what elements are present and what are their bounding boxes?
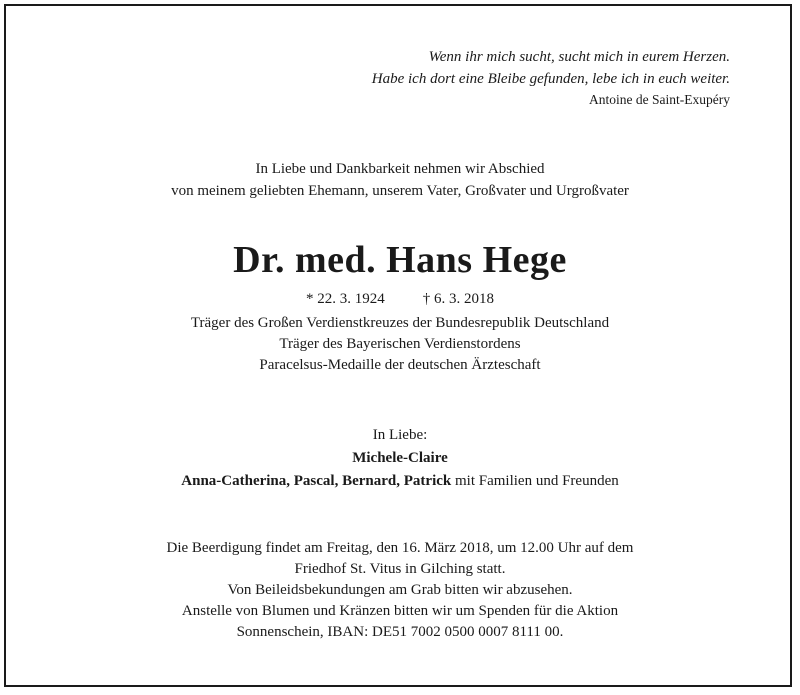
- funeral-line-1: Die Beerdigung findet am Freitag, den 16. März 2018, um 12.00 Uhr auf dem: [166, 540, 634, 556]
- quote: [130, 46, 730, 90]
- birth-date: * 22. 3. 1924: [306, 291, 385, 307]
- funeral-line-4: Anstelle von Blumen und Kränzen bitten wir um Spenden für die Aktion: [181, 603, 619, 619]
- funeral-line-3: Von Beileidsbekundungen am Grab bitten wir abzusehen.: [227, 582, 573, 598]
- deceased-name: Dr. med. Hans Hege: [233, 239, 567, 281]
- intro-text: [0, 158, 800, 202]
- quote-line-1: Wenn ihr mich sucht, sucht mich in eurem Herzen.: [428, 49, 730, 65]
- children-names: Anna-Catherina, Pascal, Bernard, Patrick: [181, 473, 452, 489]
- life-dates: [0, 289, 800, 309]
- mourners-suffix: mit Familien und Freunden: [451, 473, 619, 489]
- quote-line-2: Habe ich dort eine Bleibe gefunden, lebe ich in euch weiter.: [371, 71, 730, 87]
- funeral-line-2: Friedhof St. Vitus in Gilching statt.: [294, 561, 506, 577]
- mourners-label: In Liebe:: [372, 427, 428, 443]
- funeral-info: [0, 538, 800, 643]
- honors-list: [0, 313, 800, 376]
- mourners-names: [0, 470, 800, 492]
- spouse-name: Michele-Claire: [352, 450, 448, 466]
- quote-author: Antoine de Saint-Exupéry: [589, 92, 730, 107]
- intro-line-2: von meinem geliebten Ehemann, unserem Vater, Großvater und Urgroßvater: [171, 183, 629, 199]
- funeral-line-5: Sonnenschein, IBAN: DE51 7002 0500 0007 8111 00.: [236, 624, 564, 640]
- intro-line-1: In Liebe und Dankbarkeit nehmen wir Abschied: [255, 161, 545, 177]
- honor-item: Träger des Bayerischen Verdienstordens: [279, 336, 521, 352]
- death-date: † 6. 3. 2018: [422, 291, 494, 307]
- honor-item: Paracelsus-Medaille der deutschen Ärzteschaft: [259, 357, 541, 373]
- honor-item: Träger des Großen Verdienstkreuzes der Bundesrepublik Deutschland: [190, 315, 610, 331]
